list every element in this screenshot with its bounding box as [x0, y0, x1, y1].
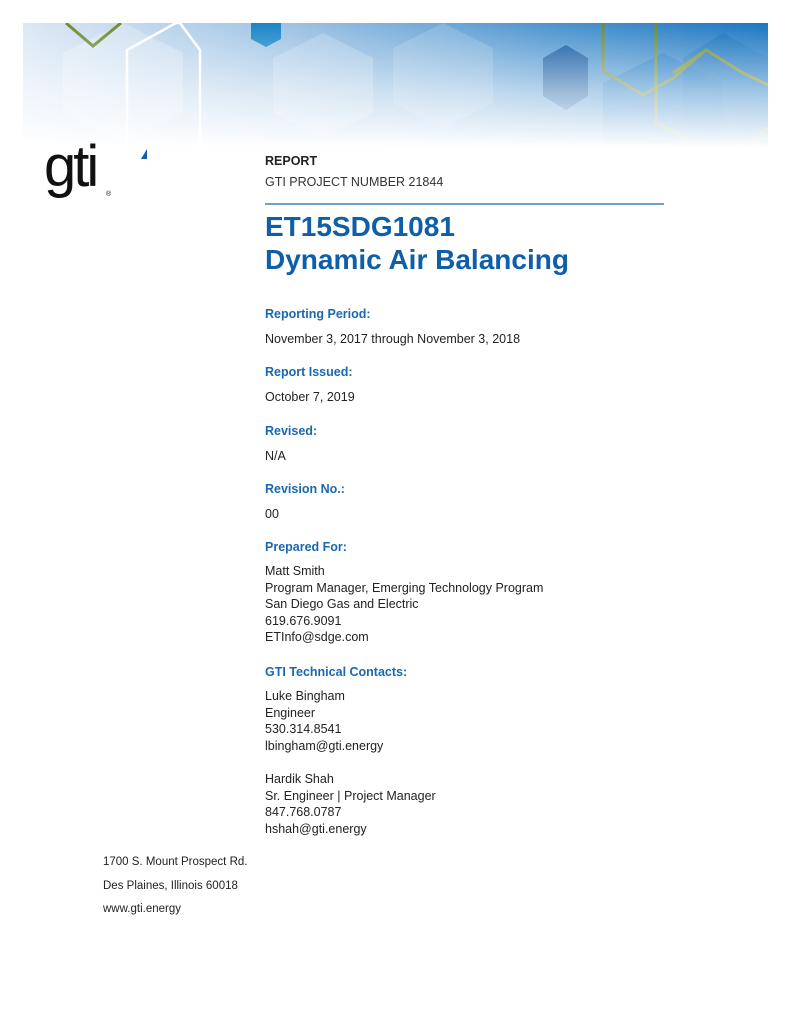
contact-card	[265, 771, 436, 837]
revised-section	[265, 423, 317, 465]
report-issued-section	[265, 364, 355, 406]
logo-accent-icon	[139, 149, 147, 159]
prepared-for-title: Program Manager, Emerging Technology Program	[265, 580, 544, 595]
technical-contacts-section	[265, 664, 436, 837]
report-issued-value: October 7, 2019	[265, 390, 355, 404]
technical-contacts-label: GTI Technical Contacts:	[265, 665, 408, 679]
prepared-for-section	[265, 539, 543, 646]
title-line-1: ET15SDG1081	[265, 211, 455, 242]
project-number: GTI PROJECT NUMBER 21844	[265, 175, 444, 189]
contact-phone: 530.314.8541	[265, 722, 342, 736]
prepared-for-email: ETInfo@sdge.com	[265, 630, 369, 644]
prepared-for-name: Matt Smith	[265, 564, 325, 578]
registered-mark: ®	[106, 191, 112, 198]
logo-text: gti	[44, 134, 97, 199]
contact-name: Hardik Shah	[265, 772, 334, 786]
footer-address-line-2: Des Plaines, Illinois 60018	[103, 880, 238, 892]
contact-title: Engineer	[265, 705, 316, 720]
reporting-period-label: Reporting Period:	[265, 307, 371, 321]
revision-no-section	[265, 481, 345, 523]
page-title	[265, 210, 665, 276]
revised-label: Revised:	[265, 424, 318, 438]
report-issued-label: Report Issued:	[265, 365, 353, 379]
contact-card	[265, 688, 436, 754]
title-divider	[265, 203, 664, 205]
revised-value: N/A	[265, 449, 286, 463]
report-kicker: REPORT	[265, 154, 318, 168]
report-header	[265, 152, 665, 276]
contact-email: hshah@gti.energy	[265, 821, 367, 836]
gti-logo	[44, 134, 124, 214]
prepared-for-phone: 619.676.9091	[265, 613, 342, 628]
contact-title: Sr. Engineer | Project Manager	[265, 788, 436, 803]
revision-no-value: 00	[265, 507, 279, 521]
contact-email: lbingham@gti.energy	[265, 738, 384, 753]
footer-website: www.gti.energy	[103, 903, 181, 915]
prepared-for-company: San Diego Gas and Electric	[265, 597, 419, 611]
revision-no-label: Revision No.:	[265, 482, 345, 496]
title-line-2: Dynamic Air Balancing	[265, 244, 569, 275]
contact-name: Luke Bingham	[265, 689, 345, 703]
contact-phone: 847.768.0787	[265, 805, 342, 819]
footer-address-line-1: 1700 S. Mount Prospect Rd.	[103, 856, 248, 868]
prepared-for-label: Prepared For:	[265, 540, 347, 554]
hexagon-pattern-icon	[23, 23, 768, 148]
reporting-period-value: November 3, 2017 through November 3, 2018	[265, 332, 521, 346]
header-banner	[23, 23, 768, 148]
reporting-period-section	[265, 306, 520, 348]
